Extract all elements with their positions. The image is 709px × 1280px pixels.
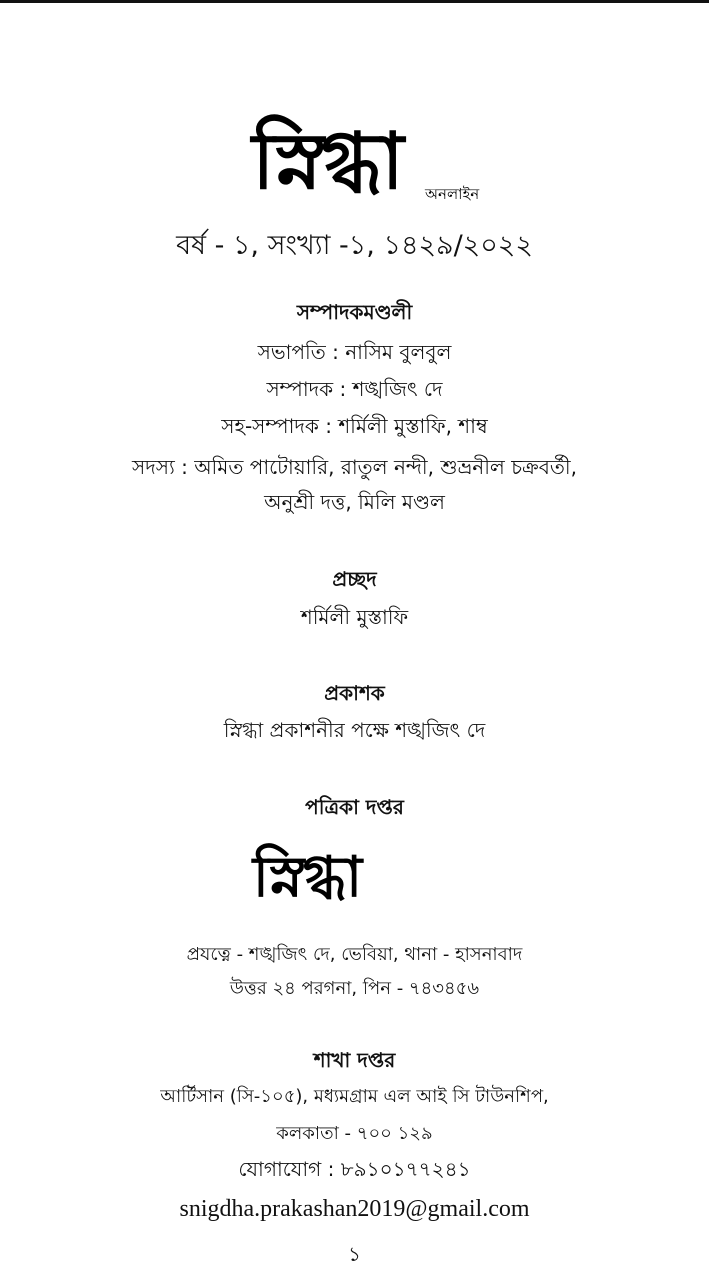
office-heading: পত্রিকা দপ্তর (305, 795, 404, 819)
president-line: সভাপতি : নাসিম বুলবুল (257, 340, 452, 364)
members-line-2: অনুশ্রী দত্ত, মিলি মণ্ডল (264, 490, 445, 514)
publisher-heading: প্রকাশক (324, 681, 385, 705)
magazine-logo: স্নিগ্ধা (252, 117, 402, 207)
co-editor-line: সহ-সম্পাদক : শর্মিলী মুস্তাফি, শাম্ব (221, 414, 488, 438)
contact-phone: যোগাযোগ : ৮৯১০১৭৭২৪১ (238, 1157, 471, 1181)
cover-heading: প্রচ্ছদ (332, 567, 377, 591)
office-address-line-1: প্রযত্নে - শঙ্খজিৎ দে, ভেবিয়া, থানা - হাসনাবাদ (186, 944, 523, 965)
logo-suffix-online: অনলাইন (425, 185, 480, 203)
office-logo: স্নিগ্ধা (252, 845, 362, 910)
contact-email[interactable]: snigdha.prakashan2019@gmail.com (179, 1196, 530, 1222)
page-number: ১ (348, 1242, 361, 1266)
issue-line: বর্ষ - ১, সংখ্যা -১, ১৪২৯/২০২২ (176, 230, 533, 261)
editor-line: সম্পাদক : শঙ্খজিৎ দে (266, 377, 443, 401)
cover-artist: শর্মিলী মুস্তাফি (300, 605, 409, 629)
branch-address-line-1: আর্টিসান (সি-১০৫), মধ্যমগ্রাম এল আই সি টাউনশিপ, (160, 1086, 549, 1107)
editorial-board-heading: সম্পাদকমণ্ডলী (296, 300, 413, 324)
top-border (0, 0, 709, 3)
publisher-name: স্নিগ্ধা প্রকাশনীর পক্ষে শঙ্খজিৎ দে (223, 718, 486, 742)
office-address-line-2: উত্তর ২৪ পরগনা, পিন - ৭৪৩৪৫৬ (229, 978, 480, 999)
members-line-1: সদস্য : অমিত পাটোয়ারি, রাতুল নন্দী, শুভ্রনীল চক্রবর্তী, (132, 455, 577, 479)
branch-address-line-2: কলকাতা - ৭০০ ১২৯ (276, 1123, 433, 1144)
branch-heading: শাখা দপ্তর (313, 1048, 396, 1072)
